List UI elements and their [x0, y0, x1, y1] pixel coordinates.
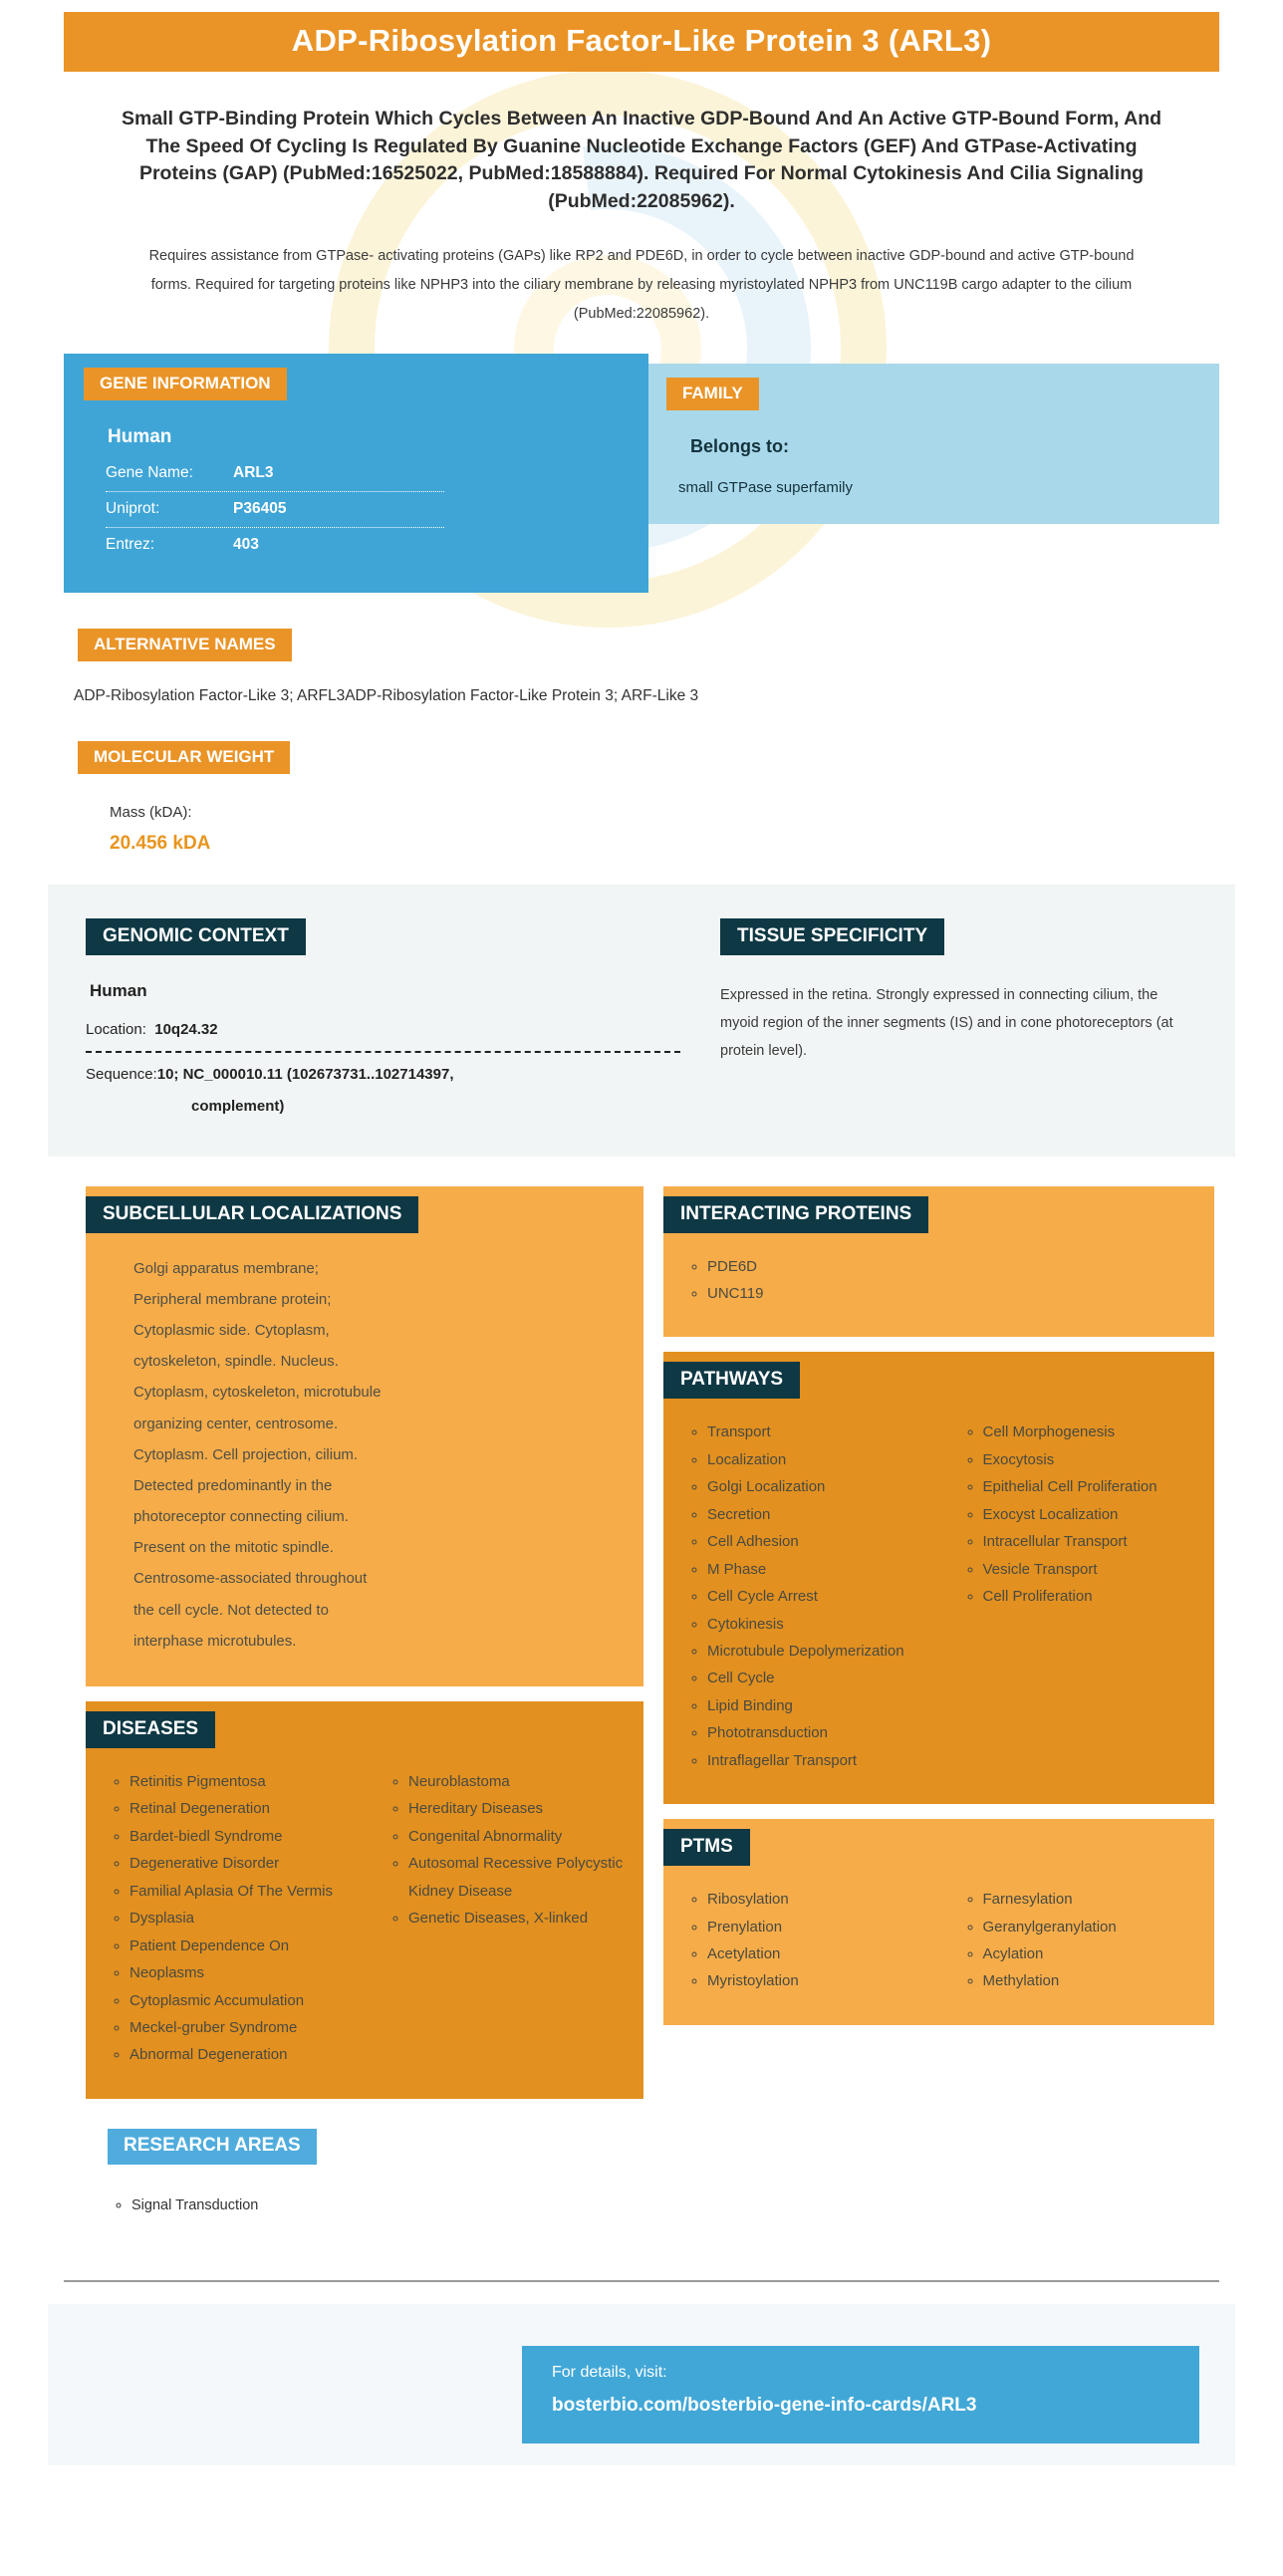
list-item: ◦ PDE6D	[707, 1253, 1214, 1280]
alternative-names-section	[64, 629, 1219, 705]
list-item: ◦ Cell Proliferation	[983, 1583, 1205, 1610]
list-item: ◦ Retinitis Pigmentosa	[129, 1768, 355, 1795]
diseases-section	[86, 1701, 643, 2099]
family-belongs-label: Belongs to:	[689, 435, 789, 456]
diseases-list-col1	[86, 1768, 365, 2069]
gene-name-value: ARL3	[233, 463, 274, 481]
entrez-label: Entrez:	[106, 535, 155, 553]
sequence-row	[86, 1066, 718, 1083]
list-item: ◦ Cell Cycle Arrest	[707, 1583, 929, 1610]
visit-label: For details, visit:	[552, 2363, 667, 2381]
alternative-names-heading: ALTERNATIVE NAMES	[78, 629, 292, 661]
gene-name-row	[106, 456, 444, 492]
protein-summary-bold: Small GTP-Binding Protein Which Cycles Between An Inactive GDP-Bound And An Active GTP-Bound Form, And The Speed Of Cycling Is Regulated By Guanine Nucleotide Exchange Factors (GEF) And GTPase-Activating Proteins (GAP) (PubMed:16525022, PubMed:18588884). Required For Normal Cytokinesis And Cilia Signaling (PubMed:22085962).	[121, 108, 1162, 213]
list-item: ◦ Phototransduction	[707, 1719, 929, 1746]
alternative-names-text: ADP-Ribosylation Factor-Like 3; ARFL3ADP-Ribosylation Factor-Like Protein 3; ARF-Like 3	[74, 686, 699, 704]
tissue-specificity-heading: TISSUE SPECIFICITY	[720, 918, 944, 955]
list-item: ◦ Farnesylation	[983, 1886, 1205, 1913]
list-item: ◦ Cytoplasmic Accumulation	[129, 1987, 355, 2014]
family-section	[648, 364, 1219, 524]
interacting-proteins-list	[663, 1253, 1214, 1308]
research-areas-list	[108, 2192, 643, 2218]
list-item: ◦ Secretion	[707, 1501, 929, 1528]
protein-summary-detail: Requires assistance from GTPase- activating proteins (GAPs) like RP2 and PDE6D, in order to cycle between inactive GDP-bound and active GTP-bound forms. Required for targeting proteins like NPHP3 into the ciliary membrane by releasing myristoylated NPHP3 from UNC119B cargo adapter to the cilium (PubMed:22085962).	[148, 247, 1135, 323]
family-value: small GTPase superfamily	[677, 478, 854, 496]
list-item: ◦ M Phase	[707, 1556, 929, 1583]
family-heading: FAMILY	[666, 378, 759, 410]
research-areas-heading: RESEARCH AREAS	[108, 2129, 317, 2165]
list-item: ◦ Familial Aplasia Of The Vermis	[129, 1878, 355, 1905]
list-item: ◦ Meckel-gruber Syndrome	[129, 2014, 355, 2041]
list-item: ◦ Patient Dependence On	[129, 1932, 355, 1959]
interacting-proteins-heading: INTERACTING PROTEINS	[663, 1196, 928, 1233]
list-item: ◦ Neoplasms	[129, 1959, 355, 1986]
list-item: ◦ Cell Adhesion	[707, 1528, 929, 1555]
list-item: ◦ Exocytosis	[983, 1446, 1205, 1473]
subcellular-localizations-section	[86, 1186, 643, 1686]
tissue-specificity-text: Expressed in the retina. Strongly expressed in connecting cilium, the myoid region of the inner segments (IS) and in cone photoreceptors (at protein level).	[720, 986, 1173, 1060]
sequence-value-continued: complement)	[191, 1097, 285, 1115]
ptms-list-col1	[663, 1886, 939, 1995]
pathways-columns	[663, 1399, 1214, 1774]
list-item: ◦ Autosomal Recessive Polycystic Kidney Disease	[408, 1850, 634, 1905]
lower-columns	[86, 1186, 1219, 2218]
list-item: ◦ Acylation	[983, 1940, 1205, 1967]
visit-url[interactable]: bosterbio.com/bosterbio-gene-info-cards/ARL3	[552, 2394, 977, 2416]
visit-link-box	[522, 2346, 1199, 2444]
list-item: ◦ Prenylation	[707, 1914, 929, 1940]
genomic-tissue-strip	[48, 885, 1235, 1157]
list-item: ◦ Myristoylation	[707, 1967, 929, 1994]
mass-label: Mass (kDA):	[110, 803, 192, 821]
location-label: Location:	[86, 1020, 146, 1038]
gene-information-section	[64, 354, 648, 593]
list-item: ◦ UNC119	[707, 1280, 1214, 1307]
list-item: ◦ Acetylation	[707, 1940, 929, 1967]
list-item: ◦ Vesicle Transport	[983, 1556, 1205, 1583]
molecular-weight-section	[64, 741, 1219, 855]
diseases-heading: DISEASES	[86, 1711, 215, 1748]
uniprot-row	[106, 492, 444, 528]
sequence-label: Sequence:	[86, 1065, 157, 1083]
list-item: ◦ Intracellular Transport	[983, 1528, 1205, 1555]
genomic-context-section	[86, 918, 718, 1115]
genomic-context-heading: GENOMIC CONTEXT	[86, 918, 306, 955]
list-item: ◦ Golgi Localization	[707, 1473, 929, 1500]
interacting-proteins-section	[663, 1186, 1214, 1338]
ptms-columns	[663, 1866, 1214, 1995]
gene-rows	[106, 456, 444, 563]
gene-species: Human	[108, 425, 172, 447]
list-item: ◦ Congenital Abnormality	[408, 1823, 634, 1850]
diseases-list-col2	[365, 1768, 643, 2069]
list-item: ◦ Exocyst Localization	[983, 1501, 1205, 1528]
list-item: ◦ Transport	[707, 1418, 929, 1445]
list-item: ◦ Neuroblastoma	[408, 1768, 634, 1795]
ptms-list-col2	[939, 1886, 1215, 1995]
mass-value: 20.456 kDA	[110, 832, 211, 854]
footer-divider	[64, 2280, 1219, 2282]
entrez-row	[106, 528, 444, 563]
gene-information-heading: GENE INFORMATION	[84, 368, 287, 400]
list-item: ◦ Cell Morphogenesis	[983, 1418, 1205, 1445]
list-item: ◦ Cytokinesis	[707, 1611, 929, 1638]
uniprot-label: Uniprot:	[106, 499, 160, 517]
list-item: ◦ Epithelial Cell Proliferation	[983, 1473, 1205, 1500]
title-banner	[64, 12, 1219, 72]
pathways-section	[663, 1352, 1214, 1804]
list-item: ◦ Lipid Binding	[707, 1692, 929, 1719]
list-item: ◦ Methylation	[983, 1967, 1205, 1994]
list-item: ◦ Cell Cycle	[707, 1665, 929, 1691]
ptms-section	[663, 1819, 1214, 2025]
list-item: ◦ Dysplasia	[129, 1905, 355, 1932]
uniprot-value: P36405	[233, 499, 287, 517]
list-item: ◦ Intraflagellar Transport	[707, 1747, 929, 1774]
molecular-weight-heading: MOLECULAR WEIGHT	[78, 741, 290, 774]
subcellular-localizations-heading: SUBCELLULAR LOCALIZATIONS	[86, 1196, 418, 1233]
list-item: ◦ Bardet-biedl Syndrome	[129, 1823, 355, 1850]
list-item: ◦ Abnormal Degeneration	[129, 2041, 355, 2068]
ptms-heading: PTMS	[663, 1829, 750, 1866]
list-item: ◦ Genetic Diseases, X-linked	[408, 1905, 634, 1932]
pathways-heading: PATHWAYS	[663, 1362, 800, 1399]
diseases-columns	[86, 1748, 643, 2069]
pathways-list-col1	[663, 1418, 939, 1774]
list-item: ◦ Retinal Degeneration	[129, 1795, 355, 1822]
genomic-species: Human	[90, 980, 147, 1000]
sequence-value: 10; NC_000010.11 (102673731..102714397,	[156, 1065, 454, 1083]
location-value: 10q24.32	[154, 1020, 218, 1038]
pathways-list-col2	[939, 1418, 1215, 1774]
list-item: ◦ Degenerative Disorder	[129, 1850, 355, 1877]
list-item: ◦ Microtubule Depolymerization	[707, 1638, 929, 1665]
list-item: ◦ Ribosylation	[707, 1886, 929, 1913]
list-item: ◦ Signal Transduction	[131, 2192, 643, 2218]
list-item: ◦ Localization	[707, 1446, 929, 1473]
research-areas-section	[108, 2129, 643, 2218]
location-row	[86, 1021, 680, 1053]
entrez-value: 403	[233, 535, 259, 553]
left-column	[86, 1186, 643, 2218]
page-title: ADP-Ribosylation Factor-Like Protein 3 (ARL3)	[291, 23, 992, 58]
gene-name-label: Gene Name:	[106, 463, 193, 481]
list-item: ◦ Geranylgeranylation	[983, 1914, 1205, 1940]
subcellular-localizations-text: Golgi apparatus membrane; Peripheral membrane protein; Cytoplasmic side. Cytoplasm, cytoskeleton, spindle. Nucleus. Cytoplasm, cytoskeleton, microtubule organizing center, centrosome. Cytoplasm. Cell projection, cilium. Detected predominantly in the photoreceptor connecting cilium. Present on the mitotic spindle. Centrosome-associated throughout the cell cycle. Not detected to interphase microtubules.	[133, 1259, 382, 1650]
list-item: ◦ Hereditary Diseases	[408, 1795, 634, 1822]
tissue-specificity-section	[718, 918, 1215, 1115]
gene-family-row	[64, 354, 1219, 593]
right-column	[663, 1186, 1214, 2025]
footer	[48, 2304, 1235, 2465]
